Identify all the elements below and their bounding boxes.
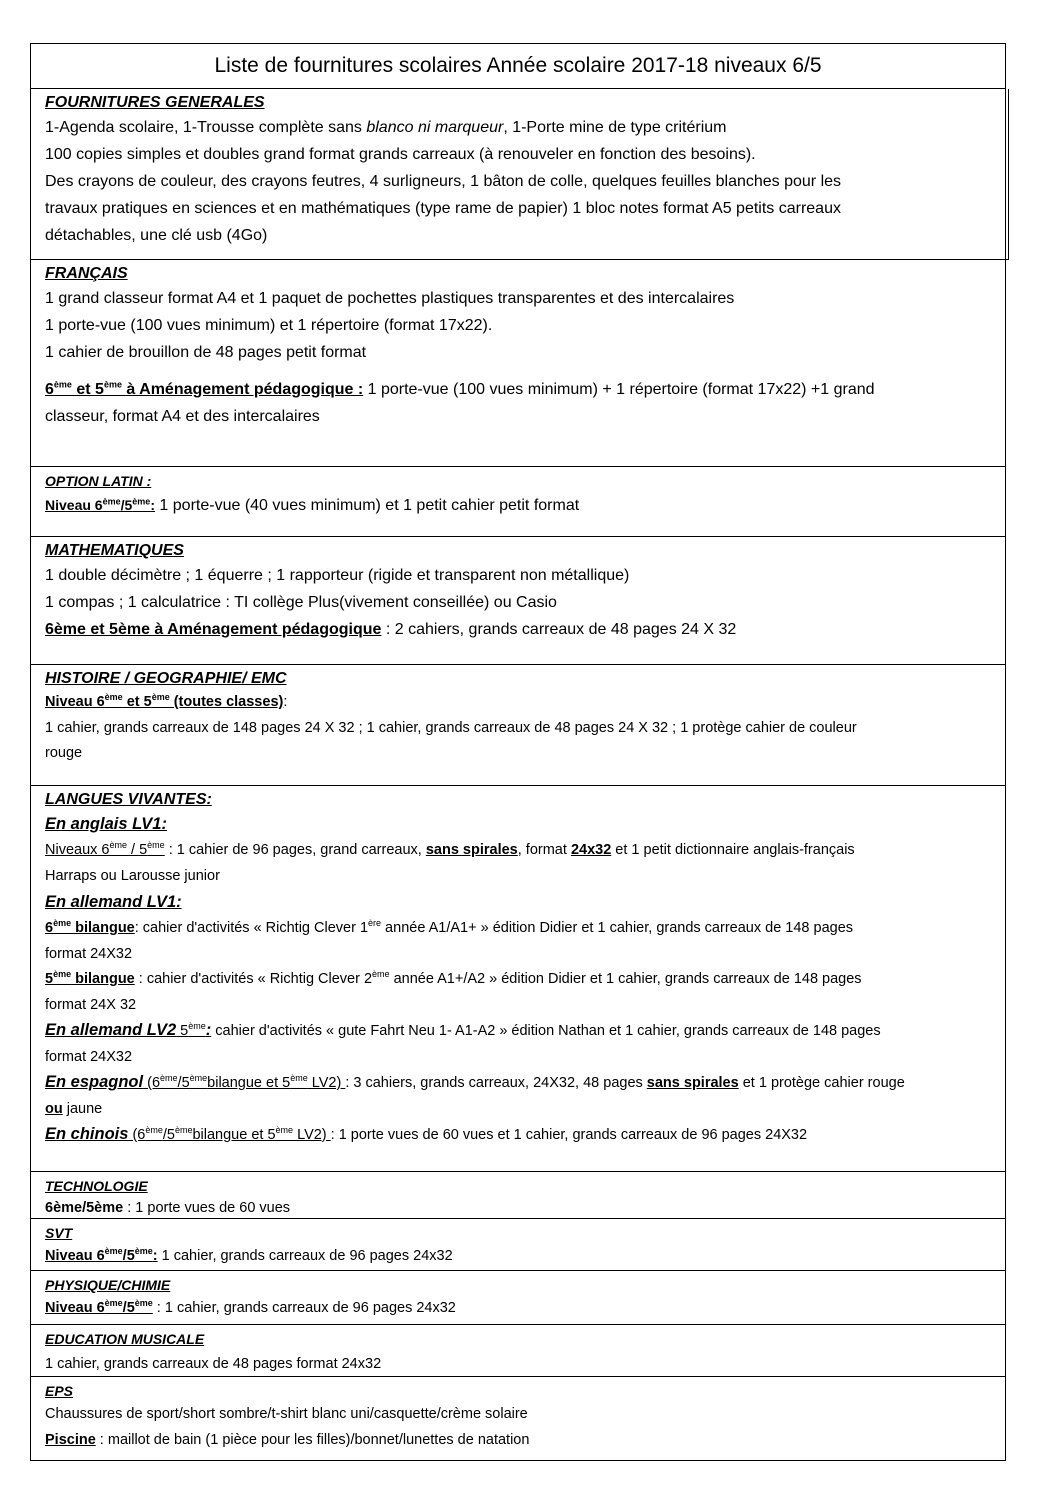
section-physique-chimie: [31, 1271, 1005, 1325]
list-item: En chinois (6ème/5èmebilangue et 5ème LV2) : 1 porte vues de 60 vues et 1 cahier, grands carreaux de 96 pages 24X32: [45, 1125, 808, 1143]
document-title: Liste de fournitures scolaires Année scolaire 2017-18 niveaux 6/5: [31, 44, 1005, 89]
list-item: travaux pratiques en sciences et en mathématiques (type rame de papier) 1 bloc notes format A5 petits carreaux: [45, 200, 841, 217]
list-item: 6ème bilangue: cahier d'activités « Richtig Clever 1ère année A1/A1+ » édition Didier et 1 cahier, grands carreaux de 148 pages: [45, 918, 854, 936]
section-heading: FOURNITURES GENERALES: [45, 94, 265, 111]
list-item: format 24X32: [45, 945, 133, 962]
list-item: Piscine : maillot de bain (1 pièce pour les filles)/bonnet/lunettes de natation: [45, 1431, 530, 1448]
list-item: 1 cahier, grands carreaux de 148 pages 24 X 32 ; 1 cahier, grands carreaux de 48 pages 24 X 32 ; 1 protège cahier de couleur: [45, 719, 857, 736]
section-option-latin: [31, 467, 1005, 537]
list-item: Niveau 6ème/5ème: 1 cahier, grands carreaux de 96 pages 24x32: [45, 1246, 453, 1264]
list-item: Des crayons de couleur, des crayons feutres, 4 surligneurs, 1 bâton de colle, quelques feuilles blanches pour les: [45, 173, 842, 190]
list-item: 1 porte-vue (100 vues minimum) et 1 répertoire (format 17x22).: [45, 317, 493, 334]
subsection-heading: En anglais LV1:: [45, 815, 167, 833]
list-item: 5ème bilangue : cahier d'activités « Richtig Clever 2ème année A1+/A2 » édition Didier et 1 cahier, grands carreaux de 148 pages: [45, 969, 862, 987]
list-item: Harraps ou Larousse junior: [45, 867, 220, 884]
section-histoire-geographie: [31, 665, 1005, 786]
list-item: ou jaune: [45, 1100, 103, 1117]
list-item: En allemand LV2 5ème: cahier d'activités « gute Fahrt Neu 1- A1-A2 » édition Nathan et 1 cahier, grands carreaux de 148 pages: [45, 1021, 881, 1039]
list-item: 6ème et 5ème à Aménagement pédagogique : 1 porte-vue (100 vues minimum) + 1 répertoire (format 17x22) +1 grand: [45, 379, 875, 398]
section-heading: FRANÇAIS: [45, 265, 128, 282]
section-mathematiques: [31, 537, 1005, 665]
section-heading: TECHNOLOGIE: [45, 1178, 148, 1194]
list-item: 1 compas ; 1 calculatrice : TI collège Plus(vivement conseillée) ou Casio: [45, 594, 557, 611]
list-item: 6ème et 5ème à Aménagement pédagogique : 2 cahiers, grands carreaux de 48 pages 24 X 32: [45, 621, 737, 638]
list-item: 1 grand classeur format A4 et 1 paquet de pochettes plastiques transparentes et des intercalaires: [45, 290, 735, 307]
section-technologie: [31, 1172, 1005, 1219]
list-item: En espagnol (6ème/5èmebilangue et 5ème LV2) : 3 cahiers, grands carreaux, 24X32, 48 pages sans spirales et 1 protège cahier rouge: [45, 1073, 905, 1091]
list-item: 6ème/5ème : 1 porte vues de 60 vues: [45, 1200, 291, 1216]
section-heading: EPS: [45, 1383, 74, 1399]
section-francais: [31, 260, 1005, 467]
list-item: 1 cahier de brouillon de 48 pages petit format: [45, 344, 367, 361]
list-item: format 24X32: [45, 1048, 133, 1065]
section-svt: [31, 1219, 1005, 1271]
section-fournitures-generales: [31, 89, 1009, 260]
list-item: Niveaux 6ème / 5ème : 1 cahier de 96 pages, grand carreaux, sans spirales, format 24x32 et 1 petit dictionnaire anglais-français: [45, 840, 855, 858]
section-langues-vivantes: [31, 786, 1005, 1172]
list-item: 1 cahier, grands carreaux de 48 pages format 24x32: [45, 1356, 382, 1372]
list-item: Niveau 6ème et 5ème (toutes classes):: [45, 692, 288, 710]
supply-list-sheet: [30, 43, 1006, 1461]
section-education-musicale: [31, 1325, 1005, 1377]
list-item: rouge: [45, 745, 83, 761]
subsection-heading: En allemand LV1:: [45, 893, 182, 911]
list-item: Chaussures de sport/short sombre/t-shirt blanc uni/casquette/crème solaire: [45, 1406, 528, 1422]
list-item: 1-Agenda scolaire, 1-Trousse complète sans blanco ni marqueur, 1-Porte mine de type critérium: [45, 119, 727, 136]
list-item: Niveau 6ème/5ème: 1 porte-vue (40 vues minimum) et 1 petit cahier petit format: [45, 496, 580, 514]
list-item: détachables, une clé usb (4Go): [45, 227, 268, 244]
section-heading: OPTION LATIN :: [45, 473, 152, 489]
list-item: 1 double décimètre ; 1 équerre ; 1 rapporteur (rigide et transparent non métallique): [45, 567, 630, 584]
section-heading: SVT: [45, 1225, 73, 1241]
section-heading: PHYSIQUE/CHIMIE: [45, 1277, 171, 1293]
section-heading: LANGUES VIVANTES:: [45, 791, 212, 808]
list-item: format 24X 32: [45, 996, 137, 1013]
section-heading: MATHEMATIQUES: [45, 542, 184, 559]
section-heading: HISTOIRE / GEOGRAPHIE/ EMC: [45, 670, 287, 687]
list-item: 100 copies simples et doubles grand format grands carreaux (à renouveler en fonction des besoins).: [45, 146, 756, 163]
list-item: classeur, format A4 et des intercalaires: [45, 408, 320, 425]
section-eps: [31, 1377, 1005, 1463]
section-heading: EDUCATION MUSICALE: [45, 1331, 205, 1347]
list-item: Niveau 6ème/5ème : 1 cahier, grands carreaux de 96 pages 24x32: [45, 1298, 456, 1316]
